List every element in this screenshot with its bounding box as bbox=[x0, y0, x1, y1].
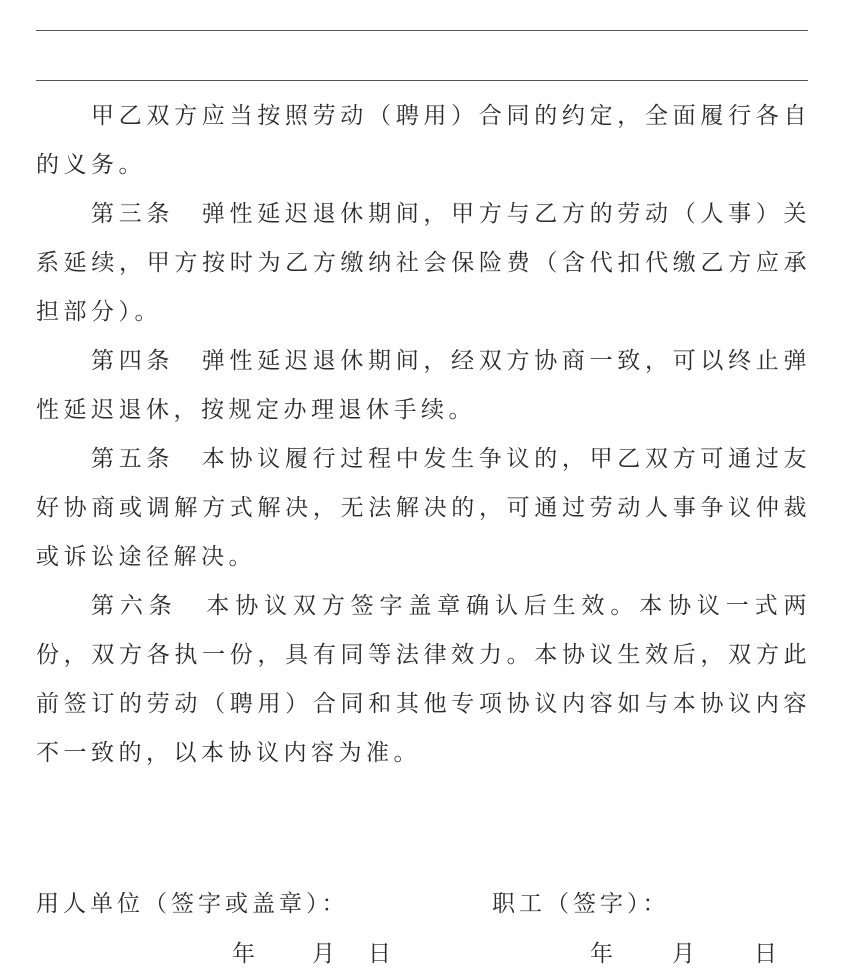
employer-signature-label: 用人单位（签字或盖章）： bbox=[36, 891, 349, 917]
article-5: 第五条 本协议履行过程中发生争议的，甲乙双方可通过友好协商或调解方式解决，无法解决的，可通过劳动人事争议仲裁或诉讼途径解决。 bbox=[36, 446, 811, 570]
article-4: 第四条 弹性延迟退休期间，经双方协商一致，可以终止弹性延迟退休，按规定办理退休手续。 bbox=[36, 348, 811, 423]
article-3: 第三条 弹性延迟退休期间，甲方与乙方的劳动（人事）关系延续，甲方按时为乙方缴纳社会保险费（含代扣代缴乙方应承担部分）。 bbox=[36, 201, 811, 325]
employee-date-day: 日 bbox=[754, 941, 777, 967]
fill-in-line bbox=[36, 80, 808, 81]
employer-date-month: 月 bbox=[312, 941, 335, 967]
article-6: 第六条 本协议双方签字盖章确认后生效。本协议一式两份，双方各执一份，具有同等法律效力。本协议生效后，双方此前签订的劳动（聘用）合同和其他专项协议内容如与本协议内容不一致的，以本协议内容为准。 bbox=[36, 593, 811, 766]
paragraph-obligations: 甲乙双方应当按照劳动（聘用）合同的约定，全面履行各自的义务。 bbox=[36, 103, 811, 178]
employee-date-year: 年 bbox=[590, 941, 613, 967]
employer-date-day: 日 bbox=[368, 941, 391, 967]
signature-row bbox=[36, 885, 816, 925]
document-body bbox=[36, 92, 811, 778]
fill-in-line bbox=[36, 30, 808, 31]
employer-date-year: 年 bbox=[232, 941, 255, 967]
employee-signature-label: 职工（签字）： bbox=[492, 891, 670, 917]
employee-date-month: 月 bbox=[672, 941, 695, 967]
